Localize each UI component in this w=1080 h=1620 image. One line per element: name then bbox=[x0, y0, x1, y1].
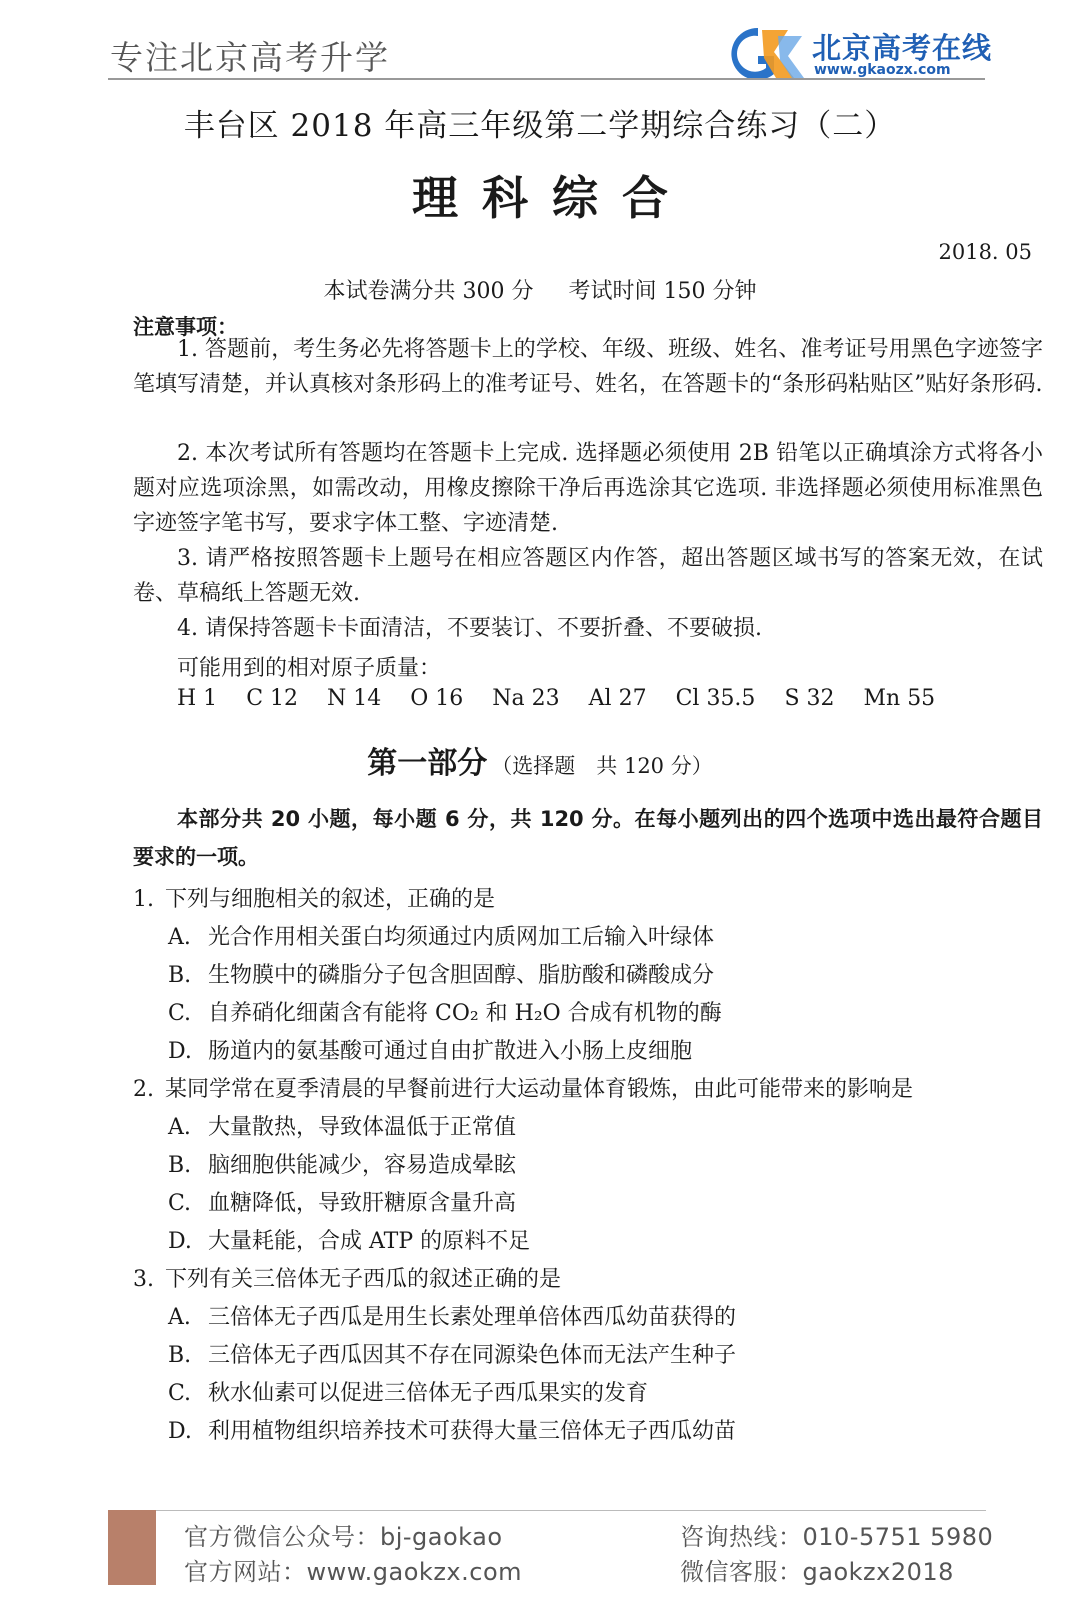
site-logo bbox=[718, 22, 1008, 84]
option-text: 脑细胞供能减少，容易造成晕眩 bbox=[208, 1153, 517, 1178]
option-text: 生物膜中的磷脂分子包含胆固醇、脂肪酸和磷酸成分 bbox=[208, 963, 715, 988]
header-slogan: 专注北京高考升学 bbox=[110, 38, 390, 77]
score-info: 本试卷满分共 300 分 bbox=[323, 279, 534, 304]
atomic-mass: C 12 bbox=[246, 686, 299, 711]
section-intro: 本部分共 20 小题，每小题 6 分，共 120 分。在每小题列出的四个选项中选出最符合题目要求的一项。 bbox=[133, 807, 1043, 869]
question-number: 1. bbox=[133, 887, 154, 912]
atomic-mass: Na 23 bbox=[492, 686, 560, 711]
time-info: 考试时间 150 分钟 bbox=[568, 279, 757, 304]
atomic-mass: S 32 bbox=[784, 686, 835, 711]
option-text: 肠道内的氨基酸可通过自由扩散进入小肠上皮细胞 bbox=[208, 1039, 693, 1064]
option-letter: B. bbox=[168, 1153, 192, 1178]
section-note: （选择题 共 120 分） bbox=[491, 754, 713, 778]
option-letter: A. bbox=[168, 925, 191, 950]
question-stem bbox=[133, 882, 495, 913]
question-stem bbox=[133, 1262, 561, 1293]
option-letter: D. bbox=[168, 1039, 192, 1064]
option-letter: C. bbox=[168, 1191, 192, 1216]
footer-hotline: 咨询热线：010-5751 5980 bbox=[680, 1523, 994, 1551]
footer-wechat-public: 官方微信公众号：bj-gaokao bbox=[184, 1523, 503, 1551]
atomic-mass: H 1 bbox=[177, 686, 218, 711]
question-option bbox=[168, 1034, 692, 1065]
question-option bbox=[168, 920, 714, 951]
question-option bbox=[168, 1300, 736, 1331]
option-text: 秋水仙素可以促进三倍体无子西瓜果实的发育 bbox=[208, 1381, 649, 1406]
section-title bbox=[0, 738, 1080, 782]
option-text: 三倍体无子西瓜是用生长素处理单倍体西瓜幼苗获得的 bbox=[208, 1305, 737, 1330]
option-text: 光合作用相关蛋白均须通过内质网加工后输入叶绿体 bbox=[208, 925, 715, 950]
atomic-mass-label: 可能用到的相对原子质量： bbox=[177, 656, 442, 681]
note-item: 2. 本次考试所有答题均在答题卡上完成. 选择题必须使用 2B 铅笔以正确填涂方式将各小题对应选项涂黑，如需改动，用橡皮擦除干净后再选涂其它选项. 非选择题必须使用标准黑色字迹签字笔书写，要求字体工整、字迹清楚. bbox=[133, 441, 1043, 536]
question-option bbox=[168, 1376, 648, 1407]
question-option bbox=[168, 1148, 516, 1179]
option-letter: A. bbox=[168, 1115, 191, 1140]
atomic-mass: Cl 35.5 bbox=[675, 686, 756, 711]
logo-name: 北京高考在线 bbox=[812, 31, 993, 65]
option-text: 血糖降低，导致肝糖原含量升高 bbox=[208, 1191, 517, 1216]
atomic-mass: Al 27 bbox=[588, 686, 647, 711]
atomic-mass: N 14 bbox=[327, 686, 382, 711]
footer-website: 官方网站：www.gaokzx.com bbox=[184, 1558, 523, 1586]
question-text: 某同学常在夏季清晨的早餐前进行大运动量体育锻炼，由此可能带来的影响是 bbox=[165, 1077, 914, 1102]
question-text: 下列有关三倍体无子西瓜的叙述正确的是 bbox=[165, 1267, 562, 1292]
option-letter: B. bbox=[168, 963, 192, 988]
option-letter: D. bbox=[168, 1419, 192, 1444]
option-text: 利用植物组织培养技术可获得大量三倍体无子西瓜幼苗 bbox=[208, 1419, 737, 1444]
logo-url: www.gkaozx.com bbox=[814, 62, 951, 78]
option-text: 三倍体无子西瓜因其不存在同源染色体而无法产生种子 bbox=[208, 1343, 737, 1368]
note-item: 1. 答题前，考生务必先将答题卡上的学校、年级、班级、姓名、准考证号用黑色字迹签字笔填写清楚，并认真核对条形码上的准考证号、姓名，在答题卡的“条形码粘贴区”贴好条形码. bbox=[133, 337, 1043, 397]
option-text: 大量耗能，合成 ATP 的原料不足 bbox=[208, 1229, 531, 1254]
section-name: 第一部分 bbox=[367, 746, 488, 781]
question-text: 下列与细胞相关的叙述，正确的是 bbox=[165, 887, 496, 912]
option-letter: C. bbox=[168, 1001, 192, 1026]
subject-title: 理科综合 bbox=[412, 171, 692, 225]
option-letter: D. bbox=[168, 1229, 192, 1254]
option-text: 大量散热，导致体温低于正常值 bbox=[208, 1115, 517, 1140]
exam-info bbox=[0, 274, 1080, 305]
question-option bbox=[168, 958, 714, 989]
atomic-mass: O 16 bbox=[410, 686, 464, 711]
note-item: 3. 请严格按照答题卡上题号在相应答题区内作答，超出答题区域书写的答案无效，在试卷、草稿纸上答题无效. bbox=[133, 546, 1043, 606]
header-divider bbox=[108, 78, 985, 80]
exam-date: 2018. 05 bbox=[938, 240, 1032, 264]
note-item: 4. 请保持答题卡卡面清洁，不要装订、不要折叠、不要破损. bbox=[177, 616, 762, 641]
footer-accent-block bbox=[108, 1510, 156, 1585]
atomic-mass-list bbox=[177, 686, 957, 711]
question-number: 2. bbox=[133, 1077, 154, 1102]
question-stem bbox=[133, 1072, 913, 1103]
atomic-mass: Mn 55 bbox=[863, 686, 936, 711]
question-option bbox=[168, 996, 722, 1027]
question-option bbox=[168, 1110, 516, 1141]
question-option bbox=[168, 1224, 530, 1255]
question-option bbox=[168, 1414, 736, 1445]
option-text: 自养硝化细菌含有能将 CO₂ 和 H₂O 合成有机物的酶 bbox=[208, 1001, 722, 1026]
footer-divider bbox=[156, 1510, 986, 1511]
exam-title: 丰台区 2018 年高三年级第二学期综合练习（二） bbox=[183, 108, 897, 144]
option-letter: C. bbox=[168, 1381, 192, 1406]
notes-heading: 注意事项： bbox=[133, 314, 238, 339]
logo-mark-icon bbox=[718, 22, 806, 84]
question-number: 3. bbox=[133, 1267, 154, 1292]
footer-wechat-service: 微信客服：gaokzx2018 bbox=[680, 1558, 954, 1586]
option-letter: A. bbox=[168, 1305, 191, 1330]
question-option bbox=[168, 1338, 736, 1369]
question-option bbox=[168, 1186, 516, 1217]
option-letter: B. bbox=[168, 1343, 192, 1368]
